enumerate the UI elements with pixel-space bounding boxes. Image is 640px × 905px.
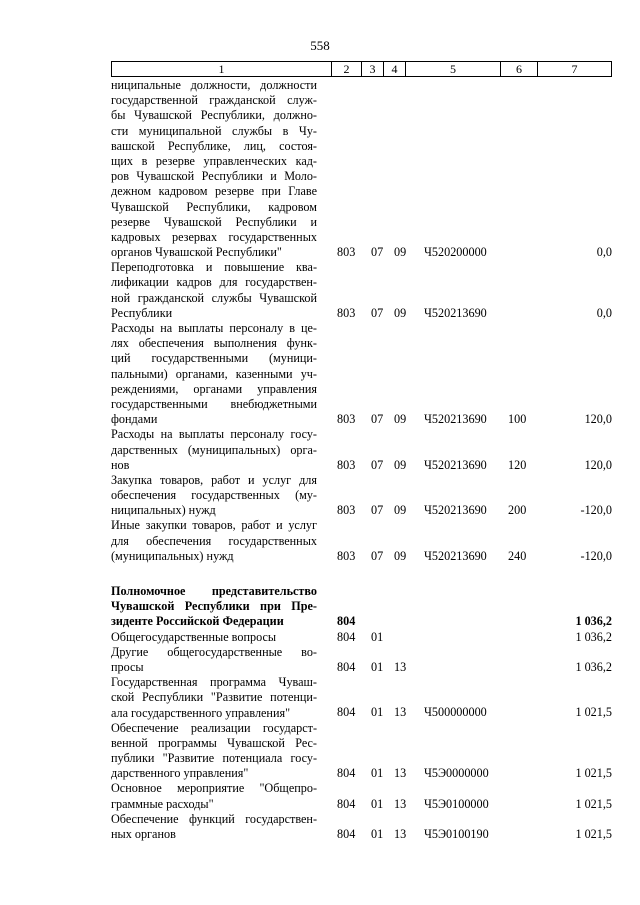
cell-c4: 09 — [394, 548, 407, 563]
cell-c3: 07 — [371, 245, 384, 260]
description-line: бы Чувашской Республики, должно- — [111, 108, 317, 123]
cell-c3: 01 — [371, 629, 384, 644]
description-line: вашской Республике, лиц, состоя- — [111, 138, 317, 153]
description-line: ниципальных) нужд — [111, 503, 216, 518]
header-col-5: 5 — [406, 62, 501, 76]
header-col-3: 3 — [362, 62, 384, 76]
table-row — [111, 812, 612, 842]
cell-c7: 0,0 — [596, 245, 612, 260]
table-row — [111, 518, 612, 564]
cell-c4: 13 — [394, 705, 407, 720]
description-line: ала государственного управления" — [111, 705, 291, 720]
cell-c2: 803 — [337, 412, 356, 427]
table-row — [111, 78, 612, 260]
cell-c3: 01 — [371, 826, 384, 841]
cell-c7: 1 021,5 — [575, 766, 612, 781]
row-description — [111, 260, 331, 321]
cell-c7: 120,0 — [584, 412, 612, 427]
cell-c5: Ч500000000 — [424, 705, 487, 720]
row-description — [111, 427, 331, 473]
cell-c2: 804 — [337, 705, 356, 720]
description-line: венной программы Чувашской Рес- — [111, 735, 317, 750]
description-line: сти муниципальной службы в Чу- — [111, 123, 317, 138]
cell-c4: 09 — [394, 503, 407, 518]
description-line: органов Чувашской Республики" — [111, 245, 282, 260]
page-number: 558 — [310, 38, 330, 53]
description-line: ниципальные должности, должности — [111, 78, 317, 92]
table-row — [111, 721, 612, 782]
description-line: публики "Развитие потенциала госу- — [111, 751, 317, 766]
cell-c4: 13 — [394, 659, 407, 674]
table-row — [111, 630, 612, 645]
description-line: пальными) органами, казенными уч- — [111, 366, 317, 381]
description-line: щих в резерве управленческих кад- — [111, 153, 317, 168]
cell-c4: 09 — [394, 457, 407, 472]
description-line: Обеспечение функций государствен- — [111, 811, 317, 826]
cell-c6: 200 — [508, 503, 527, 518]
description-line: дарственных (муниципальных) орга- — [111, 442, 317, 457]
cell-c2: 803 — [337, 245, 356, 260]
description-line: ных органов — [111, 827, 176, 841]
description-line: Расходы на выплаты персоналу в це- — [111, 321, 317, 335]
table-row — [111, 473, 612, 519]
description-line: ной гражданской службы Чувашской — [111, 290, 317, 305]
cell-c2: 804 — [337, 796, 356, 811]
header-col-1: 1 — [112, 62, 332, 76]
cell-c5: Ч520213690 — [424, 457, 487, 472]
description-line: государственными внебюджетными — [111, 396, 317, 411]
cell-c2: 803 — [337, 457, 356, 472]
cell-c7: 120,0 — [584, 457, 612, 472]
header-col-2: 2 — [332, 62, 362, 76]
cell-c3: 01 — [371, 796, 384, 811]
table-row — [111, 584, 612, 630]
cell-c5: Ч520213690 — [424, 503, 487, 518]
cell-c2: 803 — [337, 305, 356, 320]
cell-c7: 1 036,2 — [575, 659, 612, 674]
description-line: кадровых резервах государственных — [111, 229, 317, 244]
description-line: ров Чувашской Республики и Моло- — [111, 169, 317, 184]
description-line: ской Республики "Развитие потенци- — [111, 690, 317, 705]
row-description — [111, 518, 331, 564]
description-line: дежном кадровом резерве при Главе — [111, 184, 317, 199]
header-col-6: 6 — [501, 62, 538, 76]
cell-c5: Ч520213690 — [424, 412, 487, 427]
table-header — [111, 61, 612, 77]
row-description — [111, 584, 331, 630]
row-description — [111, 473, 331, 519]
row-description — [111, 645, 331, 675]
cell-c6: 120 — [508, 457, 527, 472]
row-description — [111, 721, 331, 782]
description-line: лификации кадров для государствен- — [111, 275, 317, 290]
cell-c7: 1 021,5 — [575, 796, 612, 811]
cell-c2: 803 — [337, 548, 356, 563]
description-line: Общегосударственные вопросы — [111, 629, 277, 644]
description-line: (муниципальных) нужд — [111, 548, 234, 563]
row-description — [111, 321, 331, 427]
description-line: Полномочное представительство — [111, 584, 317, 598]
table-row — [111, 645, 612, 675]
row-description — [111, 78, 331, 260]
description-line: дарственного управления" — [111, 766, 249, 781]
description-line: Закупка товаров, работ и услуг для — [111, 472, 317, 487]
cell-c3: 07 — [371, 457, 384, 472]
cell-c3: 07 — [371, 305, 384, 320]
cell-c5: Ч5Э0100000 — [424, 796, 489, 811]
cell-c2: 804 — [337, 629, 356, 644]
description-line: граммные расходы" — [111, 796, 214, 811]
description-line: Обеспечение реализации государст- — [111, 720, 317, 735]
table-row — [111, 321, 612, 427]
cell-c3: 07 — [371, 548, 384, 563]
row-description — [111, 812, 331, 842]
description-line: для обеспечения государственных — [111, 533, 317, 548]
cell-c3: 01 — [371, 766, 384, 781]
cell-c2: 804 — [337, 659, 356, 674]
description-line: Другие общегосударственные во- — [111, 644, 317, 659]
cell-c5: Ч520200000 — [424, 245, 487, 260]
cell-c4: 09 — [394, 245, 407, 260]
description-line: резерве Чувашской Республики и — [111, 214, 317, 229]
header-col-7: 7 — [571, 62, 578, 76]
cell-c2: 804 — [337, 614, 356, 629]
cell-c3: 01 — [371, 705, 384, 720]
cell-c3: 07 — [371, 412, 384, 427]
budget-table-body — [111, 78, 612, 842]
cell-c3: 07 — [371, 503, 384, 518]
description-line: обеспечения государственных (му- — [111, 488, 317, 503]
cell-c7: 0,0 — [596, 305, 612, 320]
description-line: Иные закупки товаров, работ и услуг — [111, 518, 317, 533]
table-row — [111, 781, 612, 811]
row-description — [111, 781, 331, 811]
cell-c4: 13 — [394, 796, 407, 811]
description-line: нов — [111, 457, 130, 472]
table-row — [111, 260, 612, 321]
description-line: Переподготовка и повышение ква- — [111, 260, 317, 275]
row-description — [111, 675, 331, 721]
description-line: Расходы на выплаты персоналу госу- — [111, 427, 317, 442]
cell-c4: 13 — [394, 766, 407, 781]
description-line: ций государственными (муници- — [111, 351, 317, 366]
cell-c7: -120,0 — [580, 548, 612, 563]
cell-c6: 240 — [508, 548, 527, 563]
table-row — [111, 427, 612, 473]
row-spacer — [111, 564, 612, 584]
description-line: Чувашской Республики, кадровом — [111, 199, 317, 214]
cell-c4: 09 — [394, 305, 407, 320]
cell-c5: Ч5Э0100190 — [424, 826, 489, 841]
cell-c4: 09 — [394, 412, 407, 427]
description-line: просы — [111, 659, 144, 674]
cell-c7: -120,0 — [580, 503, 612, 518]
header-col-4: 4 — [384, 62, 406, 76]
cell-c7: 1 036,2 — [575, 614, 612, 629]
cell-c2: 804 — [337, 766, 356, 781]
cell-c7: 1 021,5 — [575, 826, 612, 841]
description-line: государственной гражданской служ- — [111, 93, 317, 108]
description-line: Чувашской Республики при Пре- — [111, 599, 317, 614]
cell-c5: Ч5Э0000000 — [424, 766, 489, 781]
description-line: Республики — [111, 305, 173, 320]
cell-c2: 804 — [337, 826, 356, 841]
cell-c5: Ч520213690 — [424, 305, 487, 320]
row-description — [111, 630, 331, 645]
cell-c7: 1 036,2 — [575, 629, 612, 644]
description-line: лях обеспечения выполнения функ- — [111, 336, 317, 351]
description-line: реждениями, органами управления — [111, 381, 317, 396]
table-row — [111, 675, 612, 721]
cell-c7: 1 021,5 — [575, 705, 612, 720]
cell-c3: 01 — [371, 659, 384, 674]
cell-c5: Ч520213690 — [424, 548, 487, 563]
cell-c2: 803 — [337, 503, 356, 518]
description-line: Государственная программа Чуваш- — [111, 675, 317, 690]
description-line: зиденте Российской Федерации — [111, 614, 284, 629]
description-line: фондами — [111, 412, 158, 427]
cell-c4: 13 — [394, 826, 407, 841]
description-line: Основное мероприятие "Общепро- — [111, 781, 317, 796]
cell-c6: 100 — [508, 412, 527, 427]
